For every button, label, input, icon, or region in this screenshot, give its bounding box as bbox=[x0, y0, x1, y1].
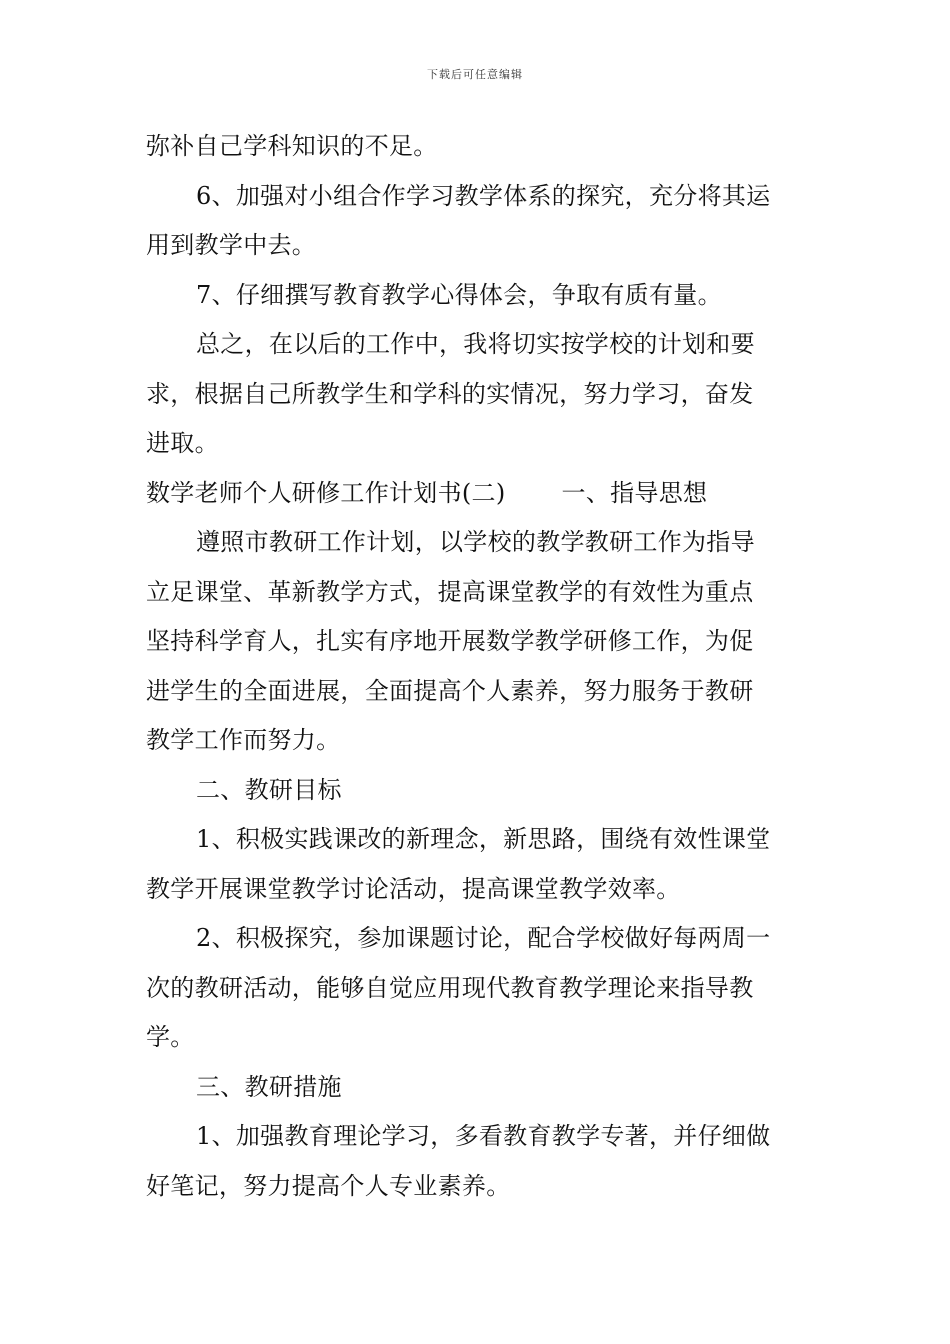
text-line: 坚持科学育人，扎实有序地开展数学教学研修工作，为促 bbox=[146, 627, 754, 655]
text-line: 总之，在以后的工作中，我将切实按学校的计划和要 bbox=[196, 330, 755, 358]
text-line: 教学开展课堂教学讨论活动，提高课堂教学效率。 bbox=[146, 874, 681, 903]
text-line: 1、积极实践课改的新理念，新思路，围绕有效性课堂 bbox=[196, 825, 771, 853]
text-line: 遵照市教研工作计划，以学校的教学教研工作为指导 bbox=[196, 528, 755, 556]
text-line: 学。 bbox=[146, 1023, 195, 1051]
page-header-note: 下载后可任意编辑 bbox=[427, 68, 523, 81]
text-line: 求，根据自己所教学生和学科的实情况，努力学习，奋发 bbox=[146, 379, 754, 408]
text-line: 弥补自己学科知识的不足。 bbox=[146, 132, 438, 160]
text-line: 2、积极探究，参加课题讨论，配合学校做好每两周一 bbox=[196, 924, 771, 952]
document-title: 数学老师个人研修工作计划书(二) bbox=[146, 478, 506, 507]
text-line: 立足课堂、革新教学方式，提高课堂教学的有效性为重点 bbox=[146, 577, 754, 606]
text-line: 7、仔细撰写教育教学心得体会，争取有质有量。 bbox=[196, 280, 722, 309]
text-line: 好笔记，努力提高个人专业素养。 bbox=[146, 1171, 511, 1200]
section-title-line bbox=[146, 469, 806, 519]
text-line: 次的教研活动，能够自觉应用现代教育教学理论来指导教 bbox=[146, 973, 754, 1002]
text-line: 6、加强对小组合作学习教学体系的探究，充分将其运 bbox=[196, 181, 771, 210]
section-heading-guiding-ideology: 一、指导思想 bbox=[561, 478, 708, 507]
text-line: 进学生的全面进展，全面提高个人素养，努力服务于教研 bbox=[146, 676, 754, 705]
text-line: 用到教学中去。 bbox=[146, 231, 317, 259]
section-heading-research-goals: 二、教研目标 bbox=[196, 775, 342, 804]
text-line: 1、加强教育理论学习，多看教育教学专著，并仔细做 bbox=[196, 1122, 771, 1150]
text-line: 教学工作而努力。 bbox=[146, 726, 341, 754]
document-body bbox=[146, 122, 806, 1211]
section-heading-research-measures: 三、教研措施 bbox=[196, 1072, 342, 1101]
text-line: 进取。 bbox=[146, 429, 219, 457]
